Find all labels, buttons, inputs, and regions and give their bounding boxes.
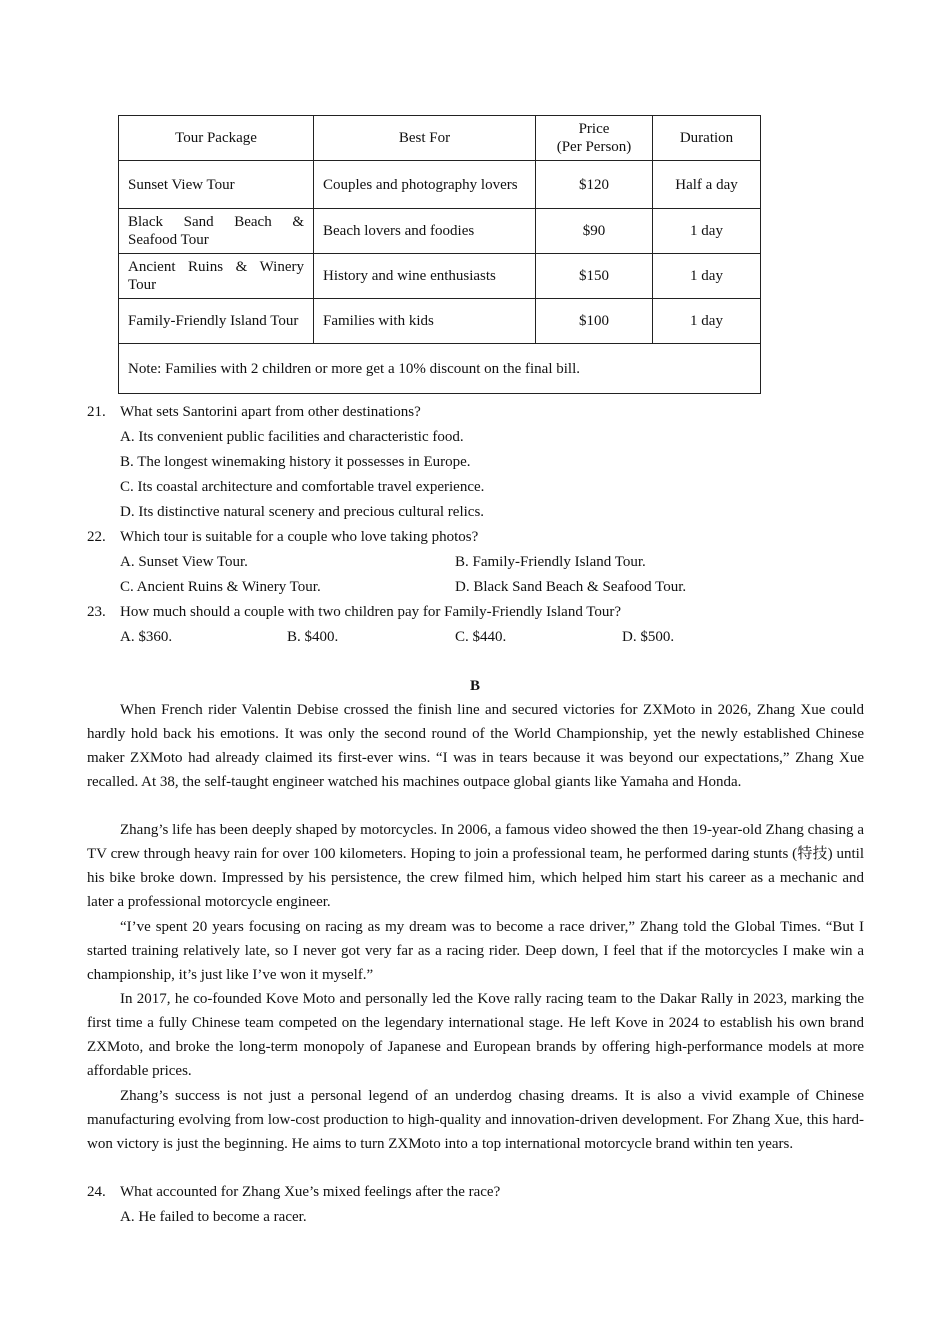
table-note: Note: Families with 2 children or more get a 10% discount on the final bill. <box>119 344 761 394</box>
cell-duration: Half a day <box>653 161 761 209</box>
cell-package: Black Sand Beach & Seafood Tour <box>119 209 314 254</box>
question-22: 22. Which tour is suitable for a couple who love taking photos? <box>87 529 479 545</box>
cell-duration: 1 day <box>653 299 761 344</box>
table-note-row <box>119 344 761 394</box>
option-23-d[interactable]: D. $500. <box>622 629 675 645</box>
option-24-a[interactable]: A. He failed to become a racer. <box>120 1209 307 1225</box>
cell-price: $100 <box>536 299 653 344</box>
option-23-a[interactable]: A. $360. <box>120 629 173 645</box>
passage-paragraph-2: Zhang’s life has been deeply shaped by motorcycles. In 2006, a famous video showed the then 19-year-old Zhang chasing a TV crew through heavy rain for over 100 kilometers. Hoping to join a professional team, he performed daring stunts (特技) until his bike broke down. Impressed by his persistence, the crew filmed him, which helped him start his career as a mechanic and later a professional motorcycle engineer. <box>87 822 864 910</box>
question-21: 21. What sets Santorini apart from other destinations? <box>87 404 421 420</box>
header-tour-package: Tour Package <box>119 116 314 161</box>
cell-price: $150 <box>536 254 653 299</box>
option-22-b[interactable]: B. Family-Friendly Island Tour. <box>455 554 646 570</box>
option-21-a[interactable]: A. Its convenient public facilities and characteristic food. <box>120 429 464 445</box>
cell-best-for: Couples and photography lovers <box>314 161 536 209</box>
header-price: Price (Per Person) <box>536 116 653 161</box>
table-row <box>119 254 761 299</box>
cell-best-for: Families with kids <box>314 299 536 344</box>
cell-best-for: History and wine enthusiasts <box>314 254 536 299</box>
cell-duration: 1 day <box>653 254 761 299</box>
cell-price: $120 <box>536 161 653 209</box>
section-heading: B <box>469 678 480 694</box>
header-duration: Duration <box>653 116 761 161</box>
table-row <box>119 299 761 344</box>
option-22-a[interactable]: A. Sunset View Tour. <box>120 554 248 570</box>
question-23: 23. How much should a couple with two children pay for Family-Friendly Island Tour? <box>87 604 622 620</box>
passage-paragraph-3: “I’ve spent 20 years focusing on racing as my dream was to become a race driver,” Zhang told the Global Times. “But I started training relatively late, so I never got very far as a racing rider. Deep down, I feel that if the motorcycles I make win a championship, it’s just like I’ve won it myself.” <box>87 919 864 983</box>
passage-paragraph-4: In 2017, he co-founded Kove Moto and personally led the Kove rally racing team to the Dakar Rally in 2023, marking the first time a fully Chinese team competed on the legendary international stage. He left Kove in 2024 to establish his own brand ZXMoto, and broke the long-term monopoly of Japanese and European brands by offering high-performance models at more affordable prices. <box>87 991 864 1079</box>
cell-price: $90 <box>536 209 653 254</box>
passage-paragraph-5: Zhang’s success is not just a personal legend of an underdog chasing dreams. It is also a vivid example of Chinese manufacturing evolving from low-cost production to high-quality and innovation-driven development. For Zhang Xue, this hard-won victory is just the beginning. He aims to turn ZXMoto into a top international motorcycle brand within ten years. <box>87 1088 864 1152</box>
option-22-d[interactable]: D. Black Sand Beach & Seafood Tour. <box>455 579 687 595</box>
table-row <box>119 209 761 254</box>
cell-package: Sunset View Tour <box>119 161 314 209</box>
tour-package-table <box>118 115 761 394</box>
header-best-for: Best For <box>314 116 536 161</box>
cell-best-for: Beach lovers and foodies <box>314 209 536 254</box>
option-21-b[interactable]: B. The longest winemaking history it possesses in Europe. <box>120 454 471 470</box>
question-24: 24. What accounted for Zhang Xue’s mixed feelings after the race? <box>87 1184 501 1200</box>
option-23-c[interactable]: C. $440. <box>455 629 507 645</box>
table-row <box>119 161 761 209</box>
option-21-d[interactable]: D. Its distinctive natural scenery and precious cultural relics. <box>120 504 485 520</box>
cell-package: Ancient Ruins & Winery Tour <box>119 254 314 299</box>
option-23-b[interactable]: B. $400. <box>287 629 339 645</box>
cell-package: Family-Friendly Island Tour <box>119 299 314 344</box>
passage-paragraph-1: When French rider Valentin Debise crossed the finish line and secured victories for ZXMoto in 2026, Zhang Xue could hardly hold back his emotions. It was only the second round of the World Championship, yet the newly established Chinese maker ZXMoto had already claimed its first-ever wins. “I was in tears because it was beyond our expectations,” Zhang Xue recalled. At 38, the self-taught engineer watched his machines outpace global giants like Yamaha and Honda. <box>87 702 864 790</box>
cell-duration: 1 day <box>653 209 761 254</box>
option-22-c[interactable]: C. Ancient Ruins & Winery Tour. <box>120 579 321 595</box>
option-21-c[interactable]: C. Its coastal architecture and comfortable travel experience. <box>120 479 485 495</box>
